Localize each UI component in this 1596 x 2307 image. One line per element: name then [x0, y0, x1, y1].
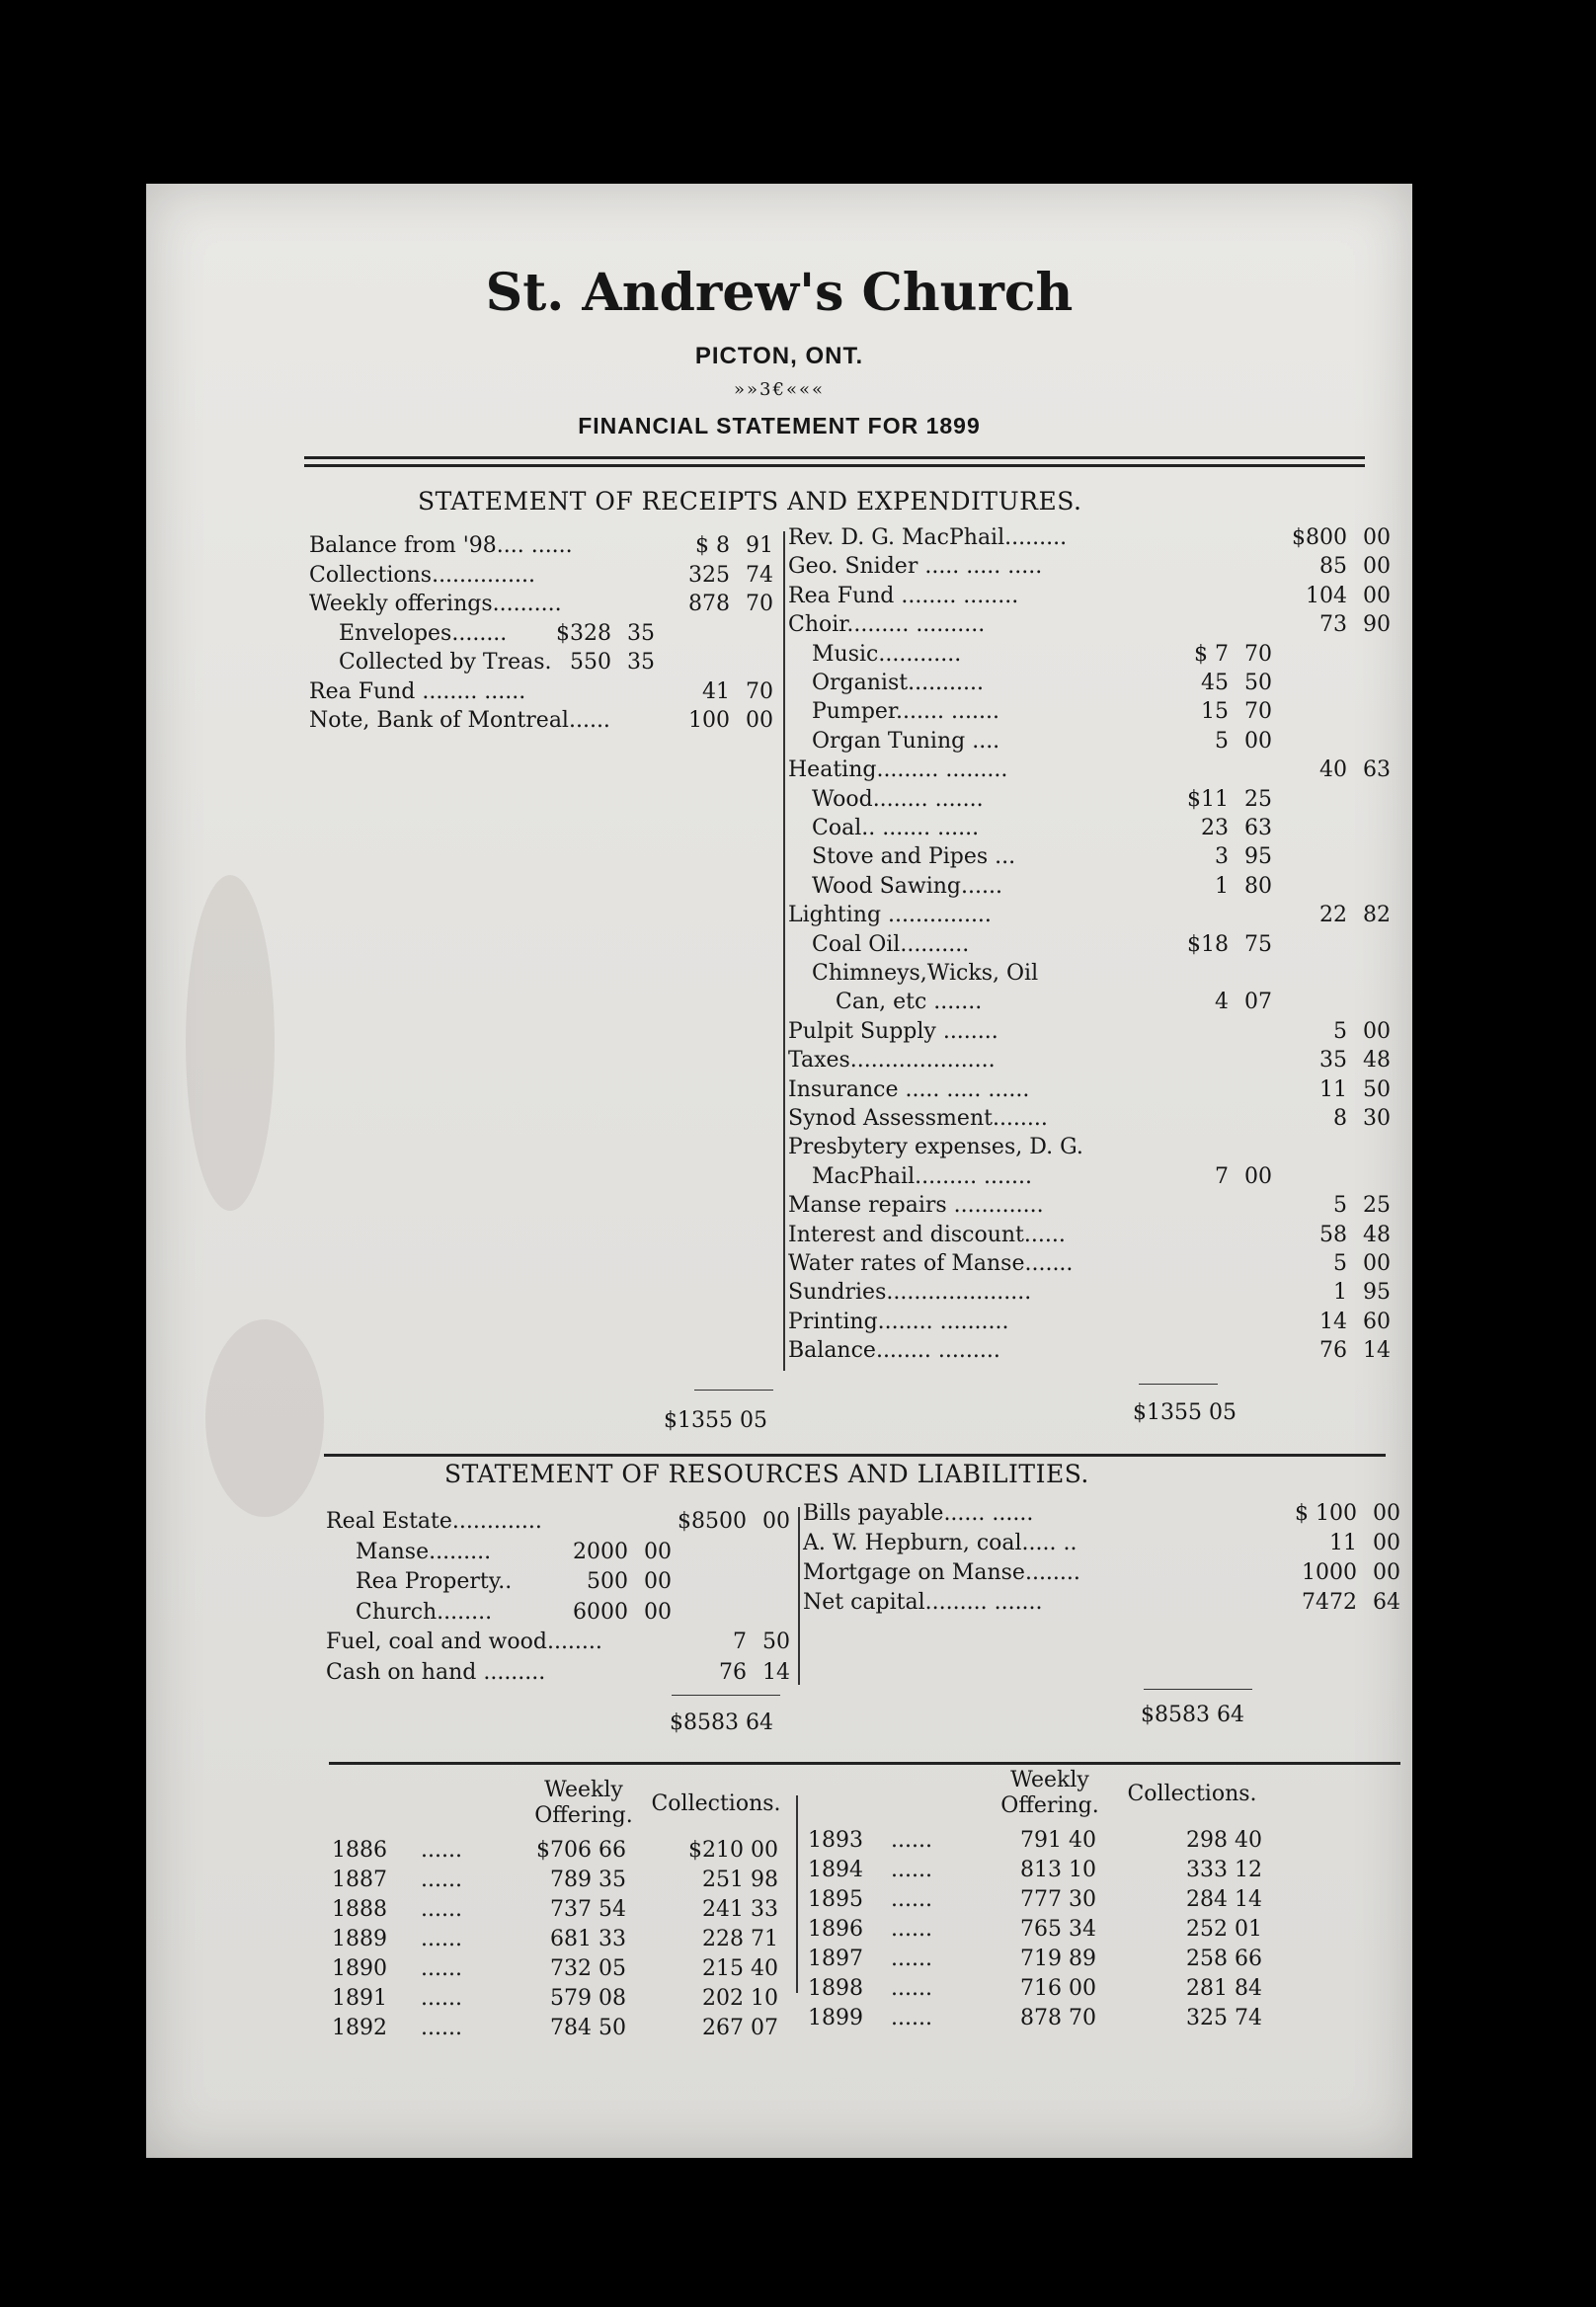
leader-dots: ...... [421, 1838, 462, 1863]
history-weekly-offering: 719 89 [1020, 1947, 1096, 1971]
resource-label: Real Estate............. [326, 1509, 542, 1534]
document-page [146, 184, 1412, 2158]
history-collections: 325 74 [1186, 2006, 1262, 2030]
resource-cents: 14 [762, 1659, 790, 1685]
expenditure-cents: 07 [1244, 990, 1272, 1015]
expenditure-dollars: 73 [1319, 612, 1347, 638]
resource-dollars: 76 [719, 1659, 747, 1685]
resource-dollars: 6000 [573, 1599, 628, 1625]
expenditure-label: Choir......... .......... [788, 612, 986, 638]
resources-total: $8583 64 [670, 1710, 773, 1735]
expenditure-cents: 48 [1363, 1222, 1391, 1247]
receipt-row [309, 706, 773, 736]
expenditure-label: Organ Tuning .... [812, 728, 1000, 754]
receipt-cents: 35 [627, 620, 655, 646]
history-weekly-offering: 681 33 [550, 1927, 626, 1951]
water-stain [205, 1319, 324, 1517]
receipt-dollars: 100 [688, 708, 730, 733]
expenditure-dollars: 1 [1333, 1280, 1347, 1306]
expenditure-row [788, 872, 1391, 902]
leader-dots: ...... [421, 1868, 462, 1892]
receipt-cents: 91 [746, 533, 773, 558]
column-divider [798, 1507, 800, 1685]
expenditure-dollars: 104 [1306, 583, 1347, 608]
history-year: 1898 [808, 1976, 863, 2001]
liability-label: Mortgage on Manse........ [803, 1560, 1080, 1585]
expenditure-row [788, 640, 1391, 670]
liability-dollars: 7472 [1302, 1590, 1357, 1615]
history-year: 1889 [332, 1927, 387, 1951]
history-year: 1886 [332, 1838, 387, 1863]
history-year: 1895 [808, 1887, 863, 1912]
expenditure-cents: 00 [1244, 728, 1272, 754]
history-collections: 202 10 [702, 1986, 778, 2011]
expenditure-cents: 00 [1363, 525, 1391, 550]
resource-row [326, 1538, 790, 1567]
leader-dots: ...... [891, 1917, 932, 1942]
expenditure-cents: 00 [1363, 554, 1391, 580]
expenditure-row [788, 727, 1391, 756]
expenditure-row [788, 930, 1391, 960]
history-year: 1893 [808, 1828, 863, 1853]
receipt-cents: 70 [746, 678, 773, 704]
place-name: PICTON, ONT. [694, 343, 864, 369]
resource-cents: 00 [644, 1569, 672, 1594]
history-year: 1887 [332, 1868, 387, 1892]
expenditure-row [788, 523, 1391, 553]
expenditure-cents: 95 [1363, 1280, 1391, 1306]
collections-header-left: Collections. [651, 1791, 781, 1816]
history-year: 1896 [808, 1917, 863, 1942]
expenditure-cents: 80 [1244, 873, 1272, 899]
section-rule [329, 1762, 1400, 1765]
receipt-label: Envelopes........ [339, 620, 508, 646]
liability-dollars: 11 [1329, 1531, 1357, 1555]
expenditure-row [788, 1162, 1391, 1192]
receipt-row [309, 590, 773, 619]
resource-row [326, 1507, 790, 1537]
expenditure-cents: 90 [1363, 612, 1391, 638]
receipt-row [309, 561, 773, 591]
liability-dollars: $ 100 [1295, 1501, 1357, 1526]
expenditure-row [788, 1104, 1391, 1134]
expenditure-dollars: 58 [1319, 1222, 1347, 1247]
expenditure-dollars: 3 [1215, 844, 1229, 870]
history-collections: 267 07 [702, 2016, 778, 2040]
expenditure-row [788, 814, 1391, 843]
expenditure-label: Wood Sawing...... [812, 873, 1002, 899]
resource-label: Cash on hand ......... [326, 1659, 546, 1685]
resource-cents: 00 [762, 1509, 790, 1534]
expenditure-row [788, 901, 1391, 930]
expenditure-label: Insurance ..... ..... ...... [788, 1076, 1030, 1102]
expenditure-cents: 50 [1363, 1076, 1391, 1102]
receipt-label: Weekly offerings.......... [309, 592, 562, 616]
expenditure-label: Taxes..................... [788, 1048, 996, 1074]
total-rule [672, 1695, 780, 1696]
history-weekly-offering: 784 50 [550, 2016, 626, 2040]
resource-label: Manse......... [356, 1539, 492, 1564]
history-weekly-offering: 732 05 [550, 1956, 626, 1981]
history-collections: 258 66 [1186, 1947, 1262, 1971]
total-rule [1139, 1384, 1218, 1385]
history-year: 1899 [808, 2006, 863, 2030]
expenditure-label: Rea Fund ........ ........ [788, 583, 1019, 608]
expenditure-dollars: $800 [1292, 525, 1347, 550]
liability-dollars: 1000 [1302, 1560, 1357, 1585]
expenditure-row [788, 697, 1391, 727]
liability-cents: 00 [1373, 1560, 1400, 1585]
liability-label: Bills payable...... ...... [803, 1501, 1034, 1526]
expenditure-dollars: 35 [1319, 1048, 1347, 1074]
history-weekly-offering: 791 40 [1020, 1828, 1096, 1853]
history-year: 1891 [332, 1986, 387, 2011]
liability-cents: 00 [1373, 1501, 1400, 1526]
receipt-dollars: 550 [570, 650, 611, 675]
history-year: 1894 [808, 1858, 863, 1882]
liability-label: Net capital......... ....... [803, 1590, 1043, 1615]
history-collections: 333 12 [1186, 1858, 1262, 1882]
expenditure-row [788, 1133, 1391, 1162]
ornament-divider: »»3€««« [734, 379, 825, 400]
receipt-label: Collected by Treas. [339, 650, 552, 675]
expenditure-dollars: 40 [1319, 757, 1347, 783]
receipt-cents: 35 [627, 650, 655, 675]
expenditures-total: $1355 05 [1133, 1400, 1237, 1425]
history-collections: 251 98 [702, 1868, 778, 1892]
expenditure-dollars: 76 [1319, 1338, 1347, 1364]
resource-dollars: $8500 [678, 1509, 747, 1534]
leader-dots: ...... [421, 1986, 462, 2011]
expenditure-row [788, 1191, 1391, 1221]
expenditure-label: Synod Assessment........ [788, 1106, 1048, 1131]
expenditure-row [788, 959, 1391, 989]
expenditure-label: Can, etc ....... [836, 990, 983, 1015]
liability-row [803, 1529, 1400, 1558]
expenditure-row [788, 785, 1391, 815]
expenditure-label: Interest and discount...... [788, 1222, 1066, 1247]
expenditure-row [788, 1249, 1391, 1279]
expenditure-label: MacPhail......... ....... [812, 1163, 1033, 1189]
expenditure-label: Pumper....... ....... [812, 699, 999, 725]
liability-row [803, 1558, 1400, 1588]
receipt-dollars: $328 [556, 620, 611, 646]
resource-cents: 00 [644, 1599, 672, 1625]
resource-dollars: 500 [587, 1569, 628, 1594]
expenditure-label: Geo. Snider ..... ..... ..... [788, 554, 1043, 580]
weekly-header-left: Weekly Offering. [534, 1778, 633, 1828]
expenditure-row [788, 1075, 1391, 1105]
resource-dollars: 7 [733, 1630, 747, 1654]
history-collections: 298 40 [1186, 1828, 1262, 1853]
leader-dots: ...... [891, 1976, 932, 2001]
liability-label: A. W. Hepburn, coal..... .. [803, 1531, 1077, 1555]
receipts-expenditures-heading: STATEMENT OF RECEIPTS AND EXPENDITURES. [418, 487, 1082, 516]
total-rule [694, 1390, 773, 1391]
expenditure-label: Coal Oil.......... [812, 931, 970, 957]
collections-header-right: Collections. [1127, 1782, 1257, 1806]
history-weekly-offering: 813 10 [1020, 1858, 1096, 1882]
expenditure-dollars: $18 [1187, 931, 1229, 957]
receipt-label: Collections............... [309, 562, 535, 588]
resource-row [326, 1567, 790, 1597]
expenditure-cents: 00 [1363, 1251, 1391, 1276]
history-weekly-offering: 789 35 [550, 1868, 626, 1892]
leader-dots: ...... [421, 2016, 462, 2040]
receipt-dollars: 878 [688, 592, 730, 616]
expenditure-dollars: 5 [1333, 1018, 1347, 1044]
expenditure-cents: 00 [1363, 1018, 1391, 1044]
expenditure-dollars: 5 [1333, 1193, 1347, 1219]
history-year: 1890 [332, 1956, 387, 1981]
expenditure-label: Balance........ ......... [788, 1338, 1000, 1364]
liability-cents: 00 [1373, 1531, 1400, 1555]
history-weekly-offering: $706 66 [536, 1838, 626, 1863]
expenditure-label: Stove and Pipes ... [812, 844, 1016, 870]
receipt-cents: 74 [746, 562, 773, 588]
history-collections: $210 00 [688, 1838, 778, 1863]
history-year: 1892 [332, 2016, 387, 2040]
total-rule [1144, 1689, 1252, 1690]
history-year: 1888 [332, 1897, 387, 1922]
expenditure-cents: 48 [1363, 1048, 1391, 1074]
history-weekly-offering: 737 54 [550, 1897, 626, 1922]
expenditure-dollars: $ 7 [1194, 641, 1229, 667]
expenditure-cents: 95 [1244, 844, 1272, 870]
expenditure-label: Wood........ ....... [812, 786, 984, 812]
expenditure-row [788, 582, 1391, 611]
expenditure-label: Sundries..................... [788, 1280, 1032, 1306]
receipt-dollars: 41 [702, 678, 730, 704]
history-weekly-offering: 878 70 [1020, 2006, 1096, 2030]
receipt-row [309, 619, 773, 649]
history-collections: 284 14 [1186, 1887, 1262, 1912]
receipt-row [309, 677, 773, 707]
expenditure-label: Coal.. ....... ...... [812, 816, 980, 840]
expenditure-cents: 50 [1244, 671, 1272, 695]
expenditure-dollars: 15 [1201, 699, 1229, 725]
leader-dots: ...... [891, 1947, 932, 1971]
receipt-row [309, 531, 773, 561]
expenditure-row [788, 669, 1391, 698]
resources-liabilities-heading: STATEMENT OF RESOURCES AND LIABILITIES. [444, 1460, 1089, 1488]
expenditure-row [788, 1046, 1391, 1075]
expenditure-label: Manse repairs ............. [788, 1193, 1044, 1219]
expenditure-dollars: 4 [1215, 990, 1229, 1015]
history-weekly-offering: 716 00 [1020, 1976, 1096, 2001]
receipt-cents: 70 [746, 592, 773, 616]
receipt-label: Note, Bank of Montreal...... [309, 708, 610, 733]
expenditure-row [788, 842, 1391, 872]
double-rule [304, 456, 1365, 459]
expenditure-cents: 70 [1244, 699, 1272, 725]
history-collections: 252 01 [1186, 1917, 1262, 1942]
expenditure-cents: 25 [1363, 1193, 1391, 1219]
history-collections: 281 84 [1186, 1976, 1262, 2001]
liability-row [803, 1499, 1400, 1529]
leader-dots: ...... [891, 1887, 932, 1912]
liabilities-total: $8583 64 [1141, 1703, 1244, 1727]
expenditure-label: Music............ [812, 641, 962, 667]
expenditure-cents: 70 [1244, 641, 1272, 667]
liability-row [803, 1588, 1400, 1618]
history-weekly-offering: 777 30 [1020, 1887, 1096, 1912]
expenditure-row [788, 756, 1391, 785]
receipt-dollars: 325 [688, 562, 730, 588]
expenditure-label: Pulpit Supply ........ [788, 1018, 998, 1044]
expenditure-label: Rev. D. G. MacPhail......... [788, 525, 1068, 550]
expenditure-row [788, 988, 1391, 1017]
expenditure-label: Presbytery expenses, D. G. [788, 1135, 1083, 1160]
expenditure-dollars: 7 [1215, 1163, 1229, 1189]
expenditure-dollars: 11 [1319, 1076, 1347, 1102]
expenditure-cents: 00 [1244, 1163, 1272, 1189]
expenditure-cents: 63 [1244, 816, 1272, 840]
statement-subtitle: FINANCIAL STATEMENT FOR 1899 [578, 413, 981, 438]
column-divider [796, 1795, 798, 1993]
history-weekly-offering: 579 08 [550, 1986, 626, 2011]
receipt-row [309, 648, 773, 677]
history-collections: 241 33 [702, 1897, 778, 1922]
expenditure-dollars: 8 [1333, 1106, 1347, 1131]
resource-label: Fuel, coal and wood........ [326, 1630, 602, 1654]
resource-row [326, 1658, 790, 1688]
expenditure-dollars: 45 [1201, 671, 1229, 695]
church-title: St. Andrew's Church [485, 263, 1074, 323]
expenditure-label: Water rates of Manse....... [788, 1251, 1074, 1276]
expenditure-cents: 82 [1363, 903, 1391, 928]
weekly-header-right: Weekly Offering. [1000, 1768, 1099, 1818]
expenditure-dollars: 5 [1215, 728, 1229, 754]
expenditure-cents: 75 [1244, 931, 1272, 957]
receipts-total: $1355 05 [664, 1408, 767, 1433]
expenditure-row [788, 1221, 1391, 1250]
receipt-cents: 00 [746, 708, 773, 733]
resource-label: Church........ [356, 1599, 493, 1625]
expenditure-dollars: 14 [1319, 1309, 1347, 1334]
expenditure-cents: 60 [1363, 1309, 1391, 1334]
expenditure-row [788, 1017, 1391, 1047]
section-rule [324, 1454, 1386, 1457]
expenditure-row [788, 610, 1391, 640]
leader-dots: ...... [891, 1828, 932, 1853]
expenditure-row [788, 552, 1391, 582]
history-collections: 228 71 [702, 1927, 778, 1951]
expenditure-cents: 00 [1363, 583, 1391, 608]
expenditure-dollars: 5 [1333, 1251, 1347, 1276]
expenditure-cents: 63 [1363, 757, 1391, 783]
history-year: 1897 [808, 1947, 863, 1971]
resource-row [326, 1598, 790, 1628]
receipt-dollars: $ 8 [695, 533, 730, 558]
leader-dots: ...... [891, 2006, 932, 2030]
leader-dots: ...... [421, 1956, 462, 1981]
water-stain [186, 875, 275, 1211]
expenditure-dollars: 85 [1319, 554, 1347, 580]
expenditure-label: Lighting ............... [788, 903, 992, 928]
column-divider [783, 531, 785, 1371]
resource-label: Rea Property.. [356, 1569, 513, 1594]
receipt-label: Rea Fund ........ ...... [309, 678, 526, 704]
leader-dots: ...... [421, 1927, 462, 1951]
liability-cents: 64 [1373, 1590, 1400, 1615]
leader-dots: ...... [891, 1858, 932, 1882]
history-weekly-offering: 765 34 [1020, 1917, 1096, 1942]
expenditure-cents: 14 [1363, 1338, 1391, 1364]
expenditure-label: Printing........ .......... [788, 1309, 1009, 1334]
expenditure-label: Organist........... [812, 671, 985, 695]
expenditure-dollars: $11 [1187, 786, 1229, 812]
expenditure-row [788, 1336, 1391, 1366]
leader-dots: ...... [421, 1897, 462, 1922]
resource-cents: 00 [644, 1539, 672, 1564]
double-rule [304, 464, 1365, 467]
resource-row [326, 1628, 790, 1657]
expenditure-label: Chimneys,Wicks, Oil [812, 961, 1039, 986]
receipt-label: Balance from '98.... ...... [309, 533, 573, 558]
resource-cents: 50 [762, 1630, 790, 1654]
expenditure-dollars: 22 [1319, 903, 1347, 928]
expenditure-cents: 25 [1244, 786, 1272, 812]
expenditure-cents: 30 [1363, 1106, 1391, 1131]
resource-dollars: 2000 [573, 1539, 628, 1564]
expenditure-label: Heating......... ......... [788, 757, 1008, 783]
expenditure-dollars: 1 [1215, 873, 1229, 899]
history-collections: 215 40 [702, 1956, 778, 1981]
expenditure-row [788, 1278, 1391, 1308]
expenditure-row [788, 1308, 1391, 1337]
expenditure-dollars: 23 [1201, 816, 1229, 840]
